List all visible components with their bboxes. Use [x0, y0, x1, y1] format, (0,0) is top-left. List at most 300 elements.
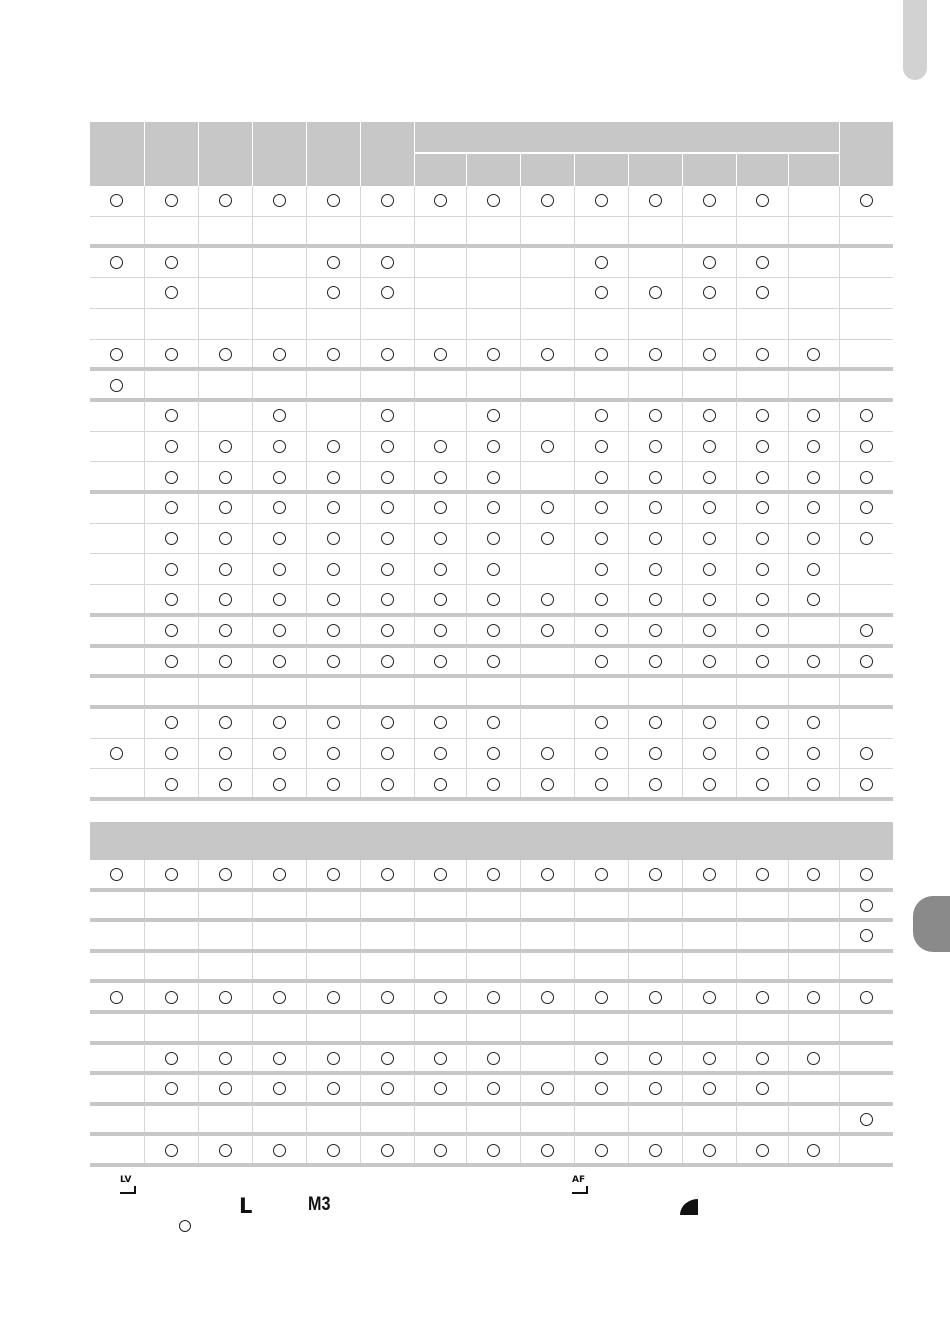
table-cell — [788, 524, 839, 555]
available-mark-icon — [595, 716, 608, 729]
available-mark-icon — [434, 348, 447, 361]
available-mark-icon — [327, 286, 340, 299]
available-mark-icon — [219, 655, 232, 668]
available-mark-icon — [110, 379, 123, 392]
table-cell — [520, 309, 574, 340]
table-cell — [90, 554, 144, 585]
table-cell — [788, 493, 839, 524]
available-mark-icon — [703, 1144, 716, 1157]
table-cell — [198, 585, 252, 616]
available-mark-icon — [273, 868, 286, 881]
table-cell — [682, 1074, 736, 1105]
table-cell — [90, 247, 144, 278]
available-mark-icon — [703, 409, 716, 422]
table-cell — [466, 554, 520, 585]
available-mark-icon — [807, 440, 820, 453]
available-mark-icon — [649, 409, 662, 422]
available-mark-icon — [219, 1052, 232, 1065]
table-cell — [788, 982, 839, 1013]
available-mark-icon — [273, 1052, 286, 1065]
table-cell — [90, 524, 144, 555]
table-cell — [736, 739, 788, 770]
table-cell — [414, 1105, 466, 1136]
table-cell — [466, 1105, 520, 1136]
available-mark-icon — [165, 868, 178, 881]
table-cell — [628, 340, 682, 371]
table-cell — [788, 677, 839, 708]
available-mark-icon — [487, 991, 500, 1004]
table-cell — [736, 952, 788, 983]
table-cell — [682, 401, 736, 432]
table-cell — [628, 493, 682, 524]
table-cell — [466, 1044, 520, 1075]
available-mark-icon — [273, 501, 286, 514]
table-cell — [414, 739, 466, 770]
available-mark-icon — [703, 747, 716, 760]
table-cell — [144, 493, 198, 524]
available-mark-icon — [273, 1082, 286, 1095]
table-cell — [90, 677, 144, 708]
table-cell — [574, 585, 628, 616]
table-cell — [252, 921, 306, 952]
available-mark-icon — [381, 747, 394, 760]
available-mark-icon — [595, 991, 608, 1004]
available-mark-icon — [219, 440, 232, 453]
table-cell — [360, 554, 414, 585]
table-cell — [144, 524, 198, 555]
table-row — [90, 921, 893, 952]
table-cell — [466, 616, 520, 647]
table-cell — [414, 186, 466, 217]
table-cell — [520, 1044, 574, 1075]
live-view-continuous-icon: LV — [120, 1176, 136, 1194]
table-row — [90, 952, 893, 983]
available-mark-icon — [595, 348, 608, 361]
table-cell — [144, 1135, 198, 1166]
table-cell — [466, 493, 520, 524]
table-cell — [198, 1074, 252, 1105]
available-mark-icon — [219, 593, 232, 606]
available-mark-icon — [756, 991, 769, 1004]
table-cell — [198, 493, 252, 524]
table-cell — [736, 616, 788, 647]
available-mark-icon — [273, 624, 286, 637]
available-mark-icon — [487, 868, 500, 881]
available-mark-icon — [110, 194, 123, 207]
available-mark-icon — [327, 868, 340, 881]
table-row — [90, 401, 893, 432]
table-cell — [788, 309, 839, 340]
table-cell — [628, 708, 682, 739]
available-mark-icon — [703, 624, 716, 637]
table-cell — [628, 217, 682, 248]
table-cell — [839, 1013, 893, 1044]
available-mark-icon — [807, 501, 820, 514]
table-cell — [628, 616, 682, 647]
available-mark-icon — [110, 991, 123, 1004]
table-cell — [682, 769, 736, 800]
table-cell — [574, 647, 628, 678]
available-mark-icon — [595, 868, 608, 881]
table-cell — [90, 309, 144, 340]
table-cell — [574, 891, 628, 922]
table-cell — [306, 1135, 360, 1166]
table-cell — [788, 462, 839, 493]
table-row — [90, 982, 893, 1013]
available-mark-icon — [381, 1144, 394, 1157]
available-mark-icon — [219, 194, 232, 207]
table-cell — [682, 616, 736, 647]
available-mark-icon — [327, 440, 340, 453]
table-cell — [306, 860, 360, 891]
table-cell — [90, 616, 144, 647]
table-cell — [736, 278, 788, 309]
available-mark-icon — [703, 348, 716, 361]
table-row — [90, 860, 893, 891]
table-cell — [682, 1135, 736, 1166]
table-cell — [839, 891, 893, 922]
available-mark-icon — [381, 655, 394, 668]
table-cell — [252, 616, 306, 647]
available-mark-icon — [807, 1144, 820, 1157]
available-mark-icon — [381, 624, 394, 637]
table-cell — [90, 891, 144, 922]
available-mark-icon — [165, 286, 178, 299]
table-cell — [520, 186, 574, 217]
available-mark-icon — [649, 868, 662, 881]
table-cell — [839, 1044, 893, 1075]
table-cell — [414, 340, 466, 371]
table-cell — [788, 739, 839, 770]
available-mark-icon — [381, 194, 394, 207]
table-cell — [736, 493, 788, 524]
available-mark-icon — [219, 501, 232, 514]
table-cell — [466, 524, 520, 555]
table-row — [90, 554, 893, 585]
available-mark-icon — [703, 1052, 716, 1065]
available-mark-icon — [807, 471, 820, 484]
table-cell — [466, 647, 520, 678]
table-cell — [144, 370, 198, 401]
table-cell — [574, 186, 628, 217]
available-mark-icon — [219, 532, 232, 545]
table-cell — [252, 1105, 306, 1136]
available-mark-icon — [327, 655, 340, 668]
table-cell — [144, 401, 198, 432]
table-cell — [574, 247, 628, 278]
table-cell — [360, 921, 414, 952]
available-mark-icon — [110, 348, 123, 361]
table-cell — [306, 186, 360, 217]
available-mark-icon — [807, 747, 820, 760]
table-cell — [306, 982, 360, 1013]
table-cell — [90, 769, 144, 800]
table-cell — [839, 309, 893, 340]
available-mark-icon — [703, 593, 716, 606]
table-cell — [306, 708, 360, 739]
size-large-icon: L — [239, 1194, 253, 1218]
available-mark-icon — [541, 624, 554, 637]
available-mark-icon — [381, 563, 394, 576]
table-cell — [466, 217, 520, 248]
table-cell — [306, 217, 360, 248]
available-mark-icon — [541, 778, 554, 791]
table-cell — [466, 982, 520, 1013]
table-cell — [414, 921, 466, 952]
available-mark-icon — [703, 868, 716, 881]
table-cell — [839, 952, 893, 983]
table-cell — [574, 493, 628, 524]
table-cell — [788, 401, 839, 432]
table-cell — [682, 952, 736, 983]
table-cell — [306, 462, 360, 493]
available-mark-icon — [487, 1052, 500, 1065]
available-mark-icon — [434, 624, 447, 637]
table-cell — [574, 1074, 628, 1105]
available-mark-icon — [434, 471, 447, 484]
available-mark-icon — [595, 532, 608, 545]
available-mark-icon — [487, 471, 500, 484]
table-cell — [466, 1135, 520, 1166]
table-cell — [252, 370, 306, 401]
available-mark-icon — [595, 409, 608, 422]
table-cell — [144, 585, 198, 616]
available-mark-icon — [165, 778, 178, 791]
table-cell — [466, 370, 520, 401]
available-mark-icon — [219, 1082, 232, 1095]
table-cell — [144, 278, 198, 309]
table-cell — [839, 554, 893, 585]
table-cell — [360, 524, 414, 555]
available-mark-icon — [487, 716, 500, 729]
available-mark-icon — [756, 747, 769, 760]
table-cell — [682, 585, 736, 616]
available-mark-icon — [165, 471, 178, 484]
table-cell — [144, 340, 198, 371]
available-mark-icon — [327, 471, 340, 484]
table-cell — [306, 647, 360, 678]
table-cell — [520, 401, 574, 432]
table-cell — [466, 708, 520, 739]
table-cell — [414, 585, 466, 616]
table-cell — [252, 1135, 306, 1166]
table-cell — [788, 1105, 839, 1136]
table-row — [90, 186, 893, 217]
table-cell — [144, 769, 198, 800]
table-cell — [414, 860, 466, 891]
table-cell — [628, 432, 682, 463]
available-mark-icon — [273, 409, 286, 422]
table-cell — [198, 708, 252, 739]
table-cell — [839, 647, 893, 678]
table-cell — [574, 677, 628, 708]
table-cell — [520, 739, 574, 770]
available-mark-icon — [595, 655, 608, 668]
table-cell — [628, 1074, 682, 1105]
table-cell — [306, 401, 360, 432]
table-cell — [90, 401, 144, 432]
table-cell — [252, 585, 306, 616]
table-row — [90, 1044, 893, 1075]
table-cell — [198, 891, 252, 922]
available-mark-icon — [165, 563, 178, 576]
table-cell — [198, 524, 252, 555]
table-cell — [306, 340, 360, 371]
available-mark-icon — [756, 1082, 769, 1095]
available-mark-icon — [756, 624, 769, 637]
table-cell — [736, 585, 788, 616]
available-mark-icon — [381, 348, 394, 361]
available-mark-icon — [381, 593, 394, 606]
available-mark-icon — [703, 501, 716, 514]
table-cell — [574, 278, 628, 309]
available-mark-icon — [327, 1082, 340, 1095]
table-cell — [574, 432, 628, 463]
available-mark-icon — [807, 1052, 820, 1065]
table-cell — [360, 432, 414, 463]
table-cell — [198, 309, 252, 340]
table-cell — [198, 921, 252, 952]
table-cell — [682, 309, 736, 340]
table-cell — [788, 891, 839, 922]
table-cell — [520, 921, 574, 952]
table-row — [90, 1013, 893, 1044]
table-cell — [628, 554, 682, 585]
table-cell — [520, 493, 574, 524]
table-cell — [574, 217, 628, 248]
table-cell — [682, 493, 736, 524]
available-mark-icon — [541, 440, 554, 453]
table-cell — [736, 769, 788, 800]
available-mark-icon — [649, 348, 662, 361]
table-row — [90, 1074, 893, 1105]
table-cell — [628, 982, 682, 1013]
available-mark-icon — [703, 991, 716, 1004]
table-cell — [574, 708, 628, 739]
available-mark-icon — [807, 868, 820, 881]
table-cell — [414, 524, 466, 555]
table-cell — [360, 309, 414, 340]
available-mark-icon — [273, 1144, 286, 1157]
table-cell — [628, 585, 682, 616]
table-cell — [520, 1074, 574, 1105]
available-mark-icon — [165, 624, 178, 637]
table-cell — [306, 739, 360, 770]
available-mark-icon — [273, 747, 286, 760]
table-cell — [839, 1135, 893, 1166]
table-cell — [252, 462, 306, 493]
table-cell — [252, 708, 306, 739]
available-mark-icon — [165, 532, 178, 545]
table-cell — [520, 891, 574, 922]
table-cell — [788, 1074, 839, 1105]
available-mark-icon — [807, 778, 820, 791]
table-cell — [252, 186, 306, 217]
table-cell — [788, 247, 839, 278]
available-mark-icon — [165, 194, 178, 207]
bottom-table-header — [90, 822, 893, 860]
table-cell — [682, 247, 736, 278]
table-cell — [414, 952, 466, 983]
available-mark-icon — [327, 1052, 340, 1065]
table-cell — [198, 462, 252, 493]
table-cell — [306, 278, 360, 309]
table-cell — [252, 952, 306, 983]
table-cell — [520, 1105, 574, 1136]
available-mark-icon — [649, 440, 662, 453]
table-cell — [736, 708, 788, 739]
table-cell — [682, 708, 736, 739]
table-cell — [306, 1013, 360, 1044]
table-cell — [144, 186, 198, 217]
table-cell — [360, 677, 414, 708]
table-cell — [628, 921, 682, 952]
available-mark-icon — [756, 778, 769, 791]
table-cell — [144, 952, 198, 983]
available-mark-icon — [327, 194, 340, 207]
table-cell — [360, 708, 414, 739]
table-cell — [628, 769, 682, 800]
available-mark-icon — [807, 409, 820, 422]
table-cell — [90, 739, 144, 770]
table-cell — [788, 370, 839, 401]
available-mark-icon — [541, 194, 554, 207]
table-cell — [198, 1105, 252, 1136]
available-mark-icon — [860, 655, 873, 668]
table-cell — [628, 739, 682, 770]
table-cell — [90, 1135, 144, 1166]
available-mark-icon — [756, 440, 769, 453]
table-cell — [252, 982, 306, 1013]
table-cell — [90, 921, 144, 952]
available-mark-icon — [381, 991, 394, 1004]
available-mark-icon — [165, 716, 178, 729]
table-cell — [628, 860, 682, 891]
table-cell — [839, 217, 893, 248]
table-cell — [144, 309, 198, 340]
available-mark-icon — [165, 593, 178, 606]
table-cell — [736, 370, 788, 401]
table-cell — [306, 370, 360, 401]
table-cell — [788, 921, 839, 952]
table-cell — [788, 554, 839, 585]
table-cell — [198, 1013, 252, 1044]
table-cell — [736, 340, 788, 371]
available-mark-icon — [649, 471, 662, 484]
table-cell — [736, 647, 788, 678]
table-cell — [252, 309, 306, 340]
available-mark-icon — [327, 778, 340, 791]
table-cell — [360, 616, 414, 647]
table-cell — [252, 247, 306, 278]
table-cell — [306, 247, 360, 278]
table-cell — [736, 217, 788, 248]
table-cell — [839, 921, 893, 952]
table-cell — [574, 524, 628, 555]
table-cell — [682, 524, 736, 555]
table-row — [90, 524, 893, 555]
table-cell — [144, 1105, 198, 1136]
available-mark-icon — [165, 747, 178, 760]
available-mark-icon — [756, 716, 769, 729]
table-cell — [682, 860, 736, 891]
table-cell — [466, 677, 520, 708]
row-separator — [90, 797, 893, 801]
table-cell — [306, 309, 360, 340]
table-row — [90, 247, 893, 278]
available-mark-icon — [649, 532, 662, 545]
available-mark-icon — [595, 747, 608, 760]
